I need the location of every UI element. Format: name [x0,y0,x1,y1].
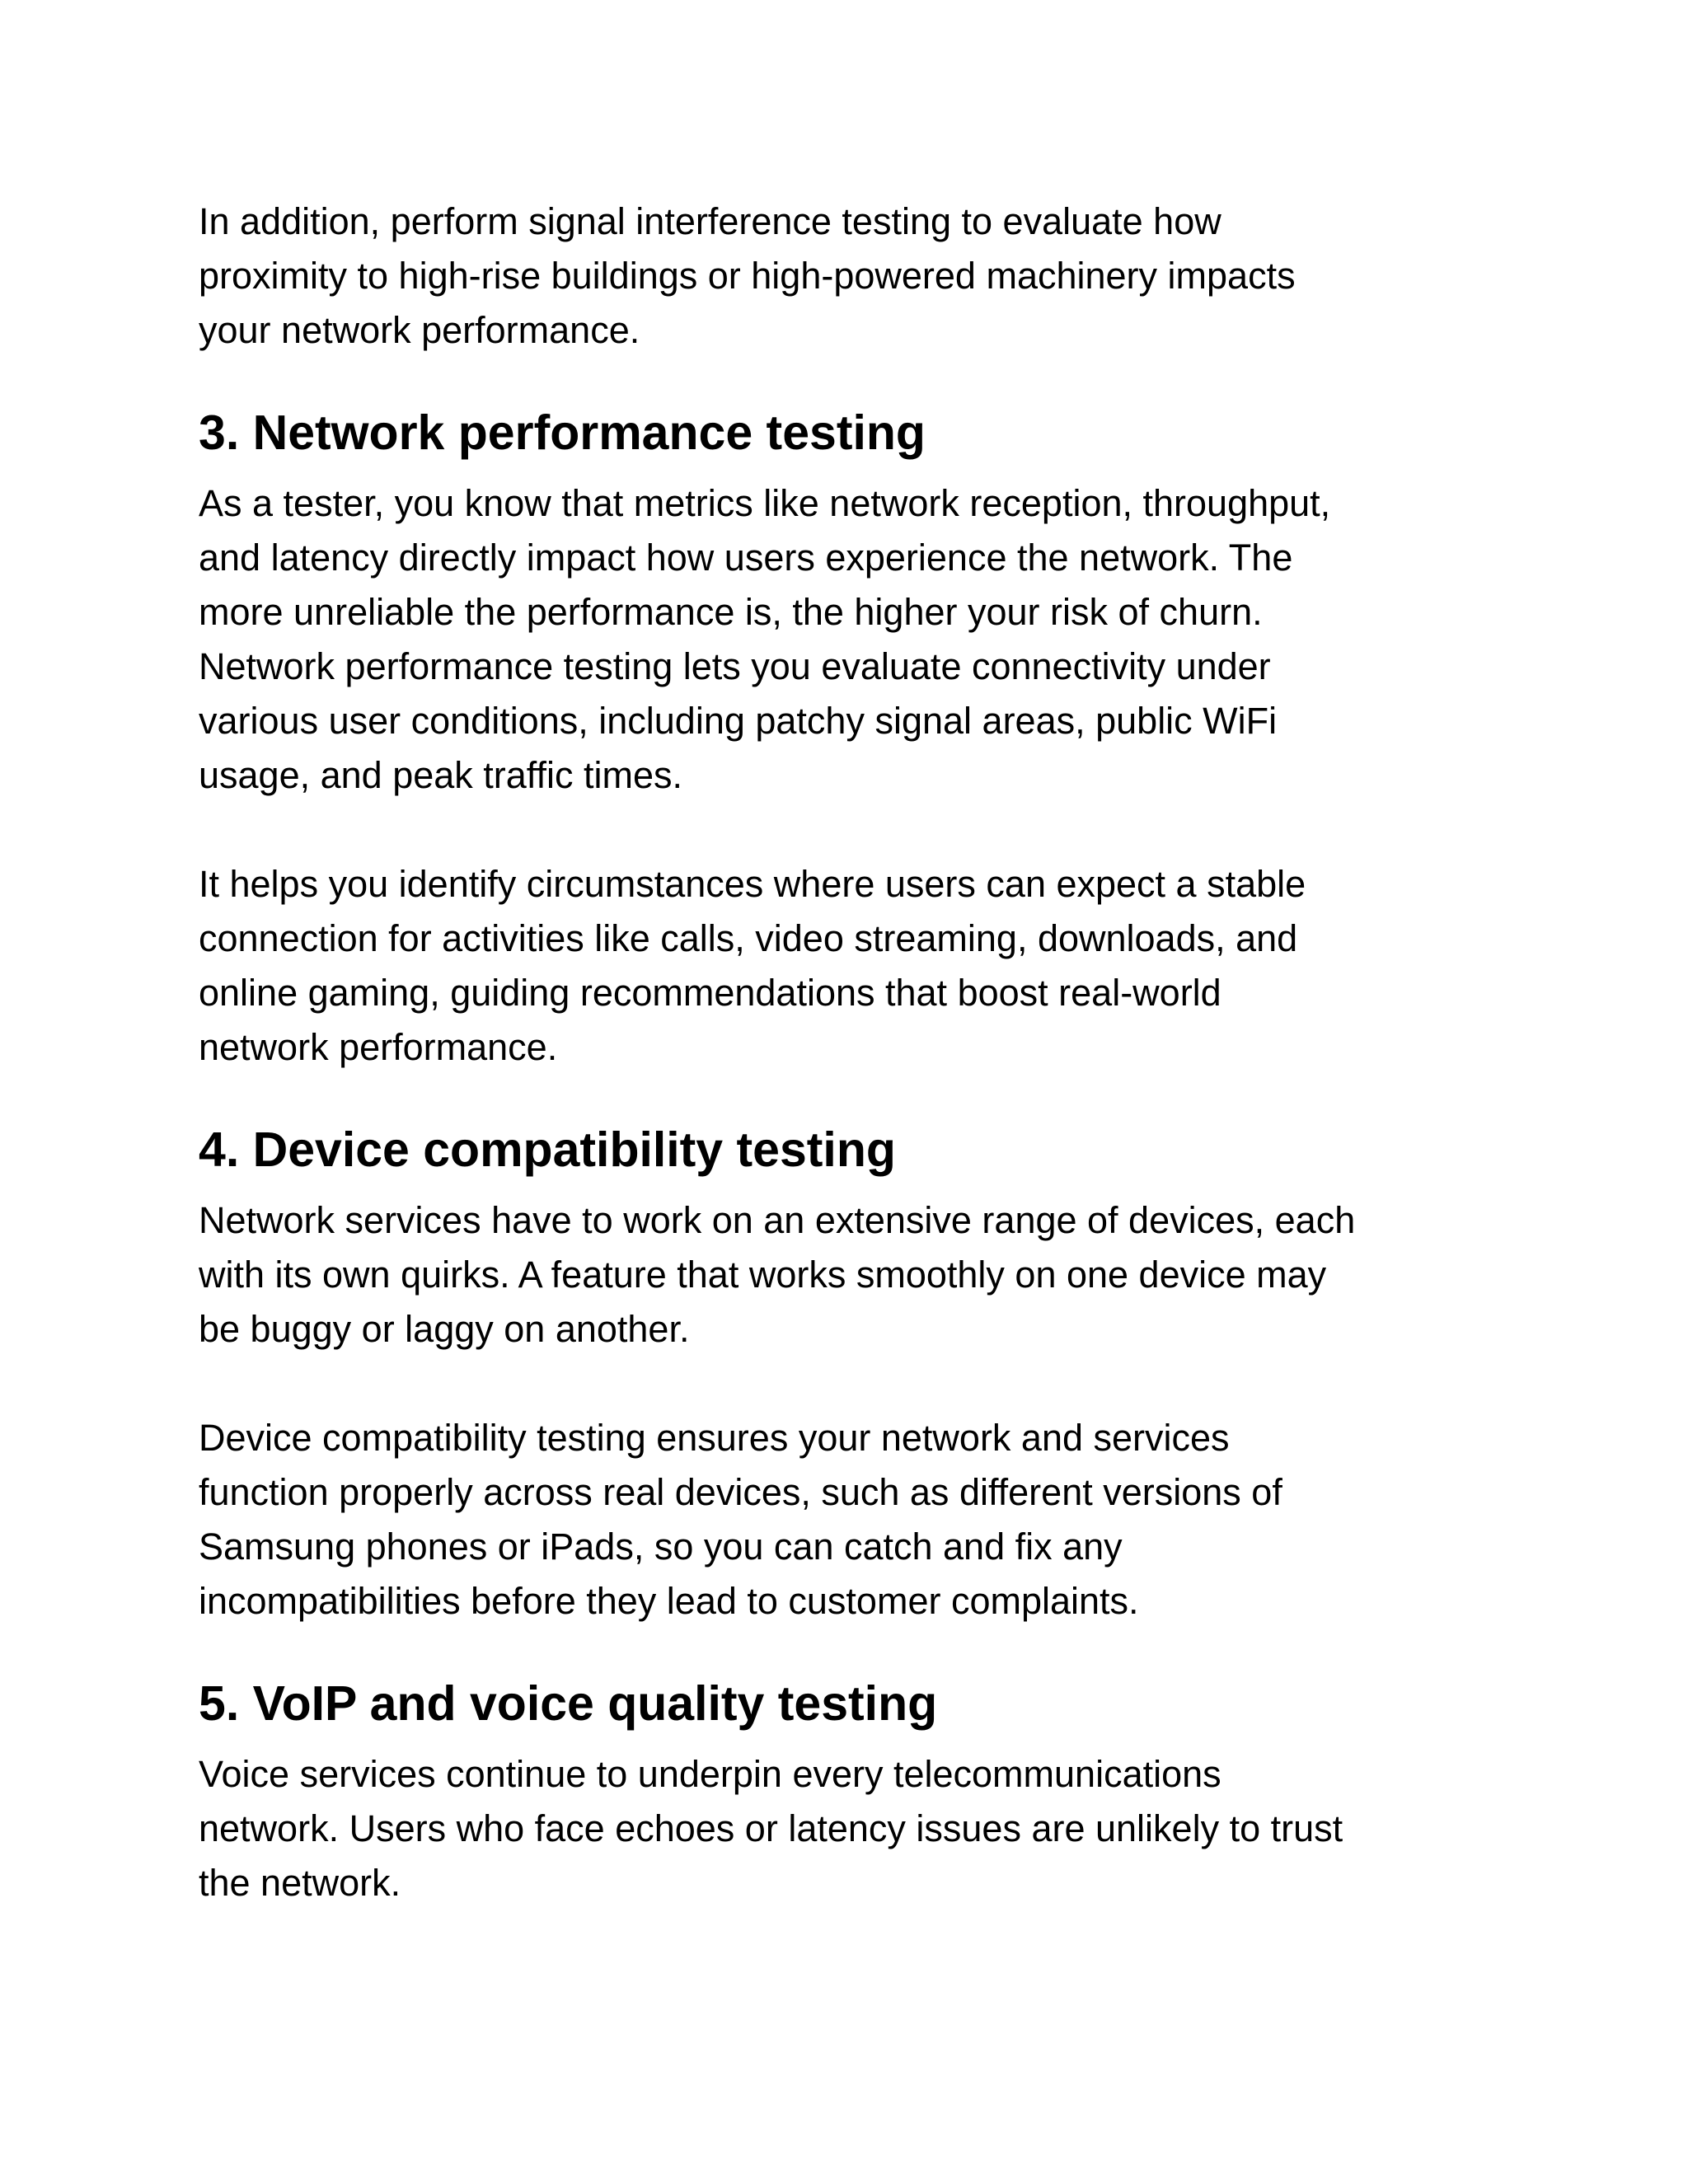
section-paragraph: Network services have to work on an extensive range of devices, each with its own quirks. A feature that works smoothly on one device may be buggy or laggy on another. [199,1199,1356,1350]
section-heading: 4. Device compatibility testing [199,1122,896,1177]
section-heading: 3. Network performance testing [199,405,926,460]
section-voip-voice-quality-testing [199,1676,1501,1910]
section-device-compatibility-testing [199,1122,1501,1629]
section-heading: 5. VoIP and voice quality testing [199,1676,938,1731]
intro-paragraph: In addition, perform signal interference testing to evaluate how proximity to high-rise buildings or high-powered machinery impacts your network performance. [199,200,1296,351]
section-paragraph: It helps you identify circumstances where users can expect a stable connection for activities like calls, video streaming, downloads, and online gaming, guiding recommendations that boost real-world network performance. [199,863,1306,1068]
section-network-performance-testing [199,405,1501,1075]
document-body [199,194,1501,1910]
section-paragraph: Device compatibility testing ensures your network and services function properly across real devices, such as different versions of Samsung phones or iPads, so you can catch and fix any incompatibilities before they lead to customer complaints. [199,1417,1282,1622]
section-paragraph: Voice services continue to underpin every telecommunications network. Users who face echoes or latency issues are unlikely to trust the network. [199,1753,1343,1904]
section-paragraph: As a tester, you know that metrics like network reception, throughput, and latency directly impact how users experience the network. The more unreliable the performance is, the higher your risk of churn. Network performance testing lets you evaluate connectivity under various user conditions, including patchy signal areas, public WiFi usage, and peak traffic times. [199,482,1331,796]
